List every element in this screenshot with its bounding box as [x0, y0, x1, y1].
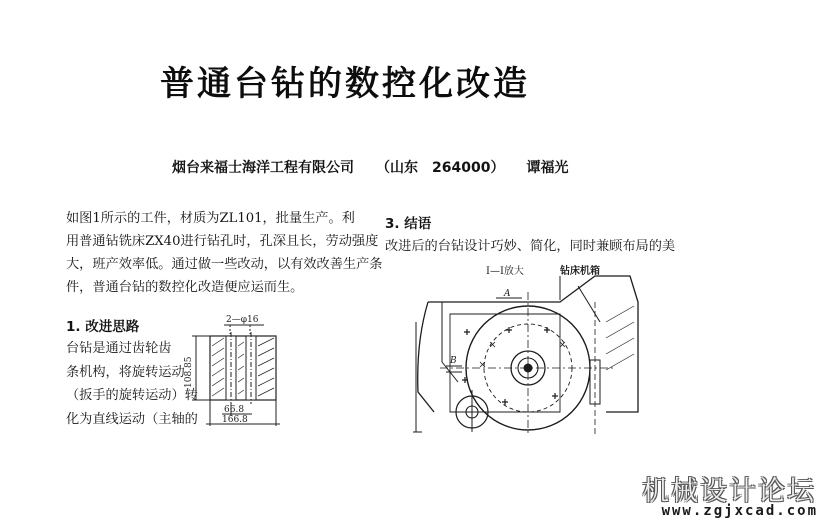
- section-1-line: 台钻是通过齿轮齿: [66, 341, 172, 356]
- section-a-label: A: [504, 289, 511, 299]
- watermark-site-name: 机械设计论坛: [642, 476, 816, 507]
- section-3-heading: 3. 结语: [385, 216, 432, 232]
- intro-line: 大，班产效率低。通过做一些改动，以有效改善生产条: [66, 257, 383, 272]
- intro-line: 如图1所示的工件，材质为ZL101，批量生产。利: [66, 211, 355, 226]
- section-1-line: 化为直线运动（主轴的: [66, 411, 198, 427]
- intro-line: 件，普通台钻的数控化改造便应运而生。: [66, 280, 304, 295]
- intro-paragraph: [66, 207, 383, 299]
- housing-label: 钻床机箱: [560, 266, 600, 277]
- section-b-label: B: [450, 356, 457, 366]
- section-3-line: 改进后的台钻设计巧妙、简化，同时兼顾布局的美: [385, 239, 676, 254]
- intro-line: 用普通钻铣床ZX40进行钻孔时，孔深且长，劳动强度: [66, 234, 379, 249]
- section-1-line: （扳手的旋转运动）转: [66, 388, 198, 403]
- dim-inner-label: 66.8: [224, 405, 245, 415]
- byline: [172, 157, 590, 177]
- drill-modification-drawing: [410, 262, 672, 434]
- author-affiliation: 烟台来福士海洋工程有限公司: [172, 160, 354, 176]
- view-label: Ⅰ—Ⅰ放大: [486, 266, 524, 277]
- section-1-paragraph: [66, 337, 198, 431]
- author-location: （山东 264000）: [376, 160, 505, 176]
- section-3-paragraph: [385, 235, 675, 258]
- section-1-heading: 1. 改进思路: [66, 319, 140, 335]
- dim-outer-label: 166.8: [222, 415, 248, 425]
- section-1-line: 条机构，将旋转运动: [66, 364, 185, 380]
- author-name: 谭福光: [526, 160, 569, 176]
- article-title: 普通台钻的数控化改造: [160, 64, 530, 104]
- watermark-url: www.zgjxcad.com: [661, 503, 818, 519]
- dim-height-label: 108.85: [184, 356, 194, 388]
- bushing-drawing: [182, 312, 294, 432]
- dim-holes-label: 2—φ16: [226, 315, 259, 325]
